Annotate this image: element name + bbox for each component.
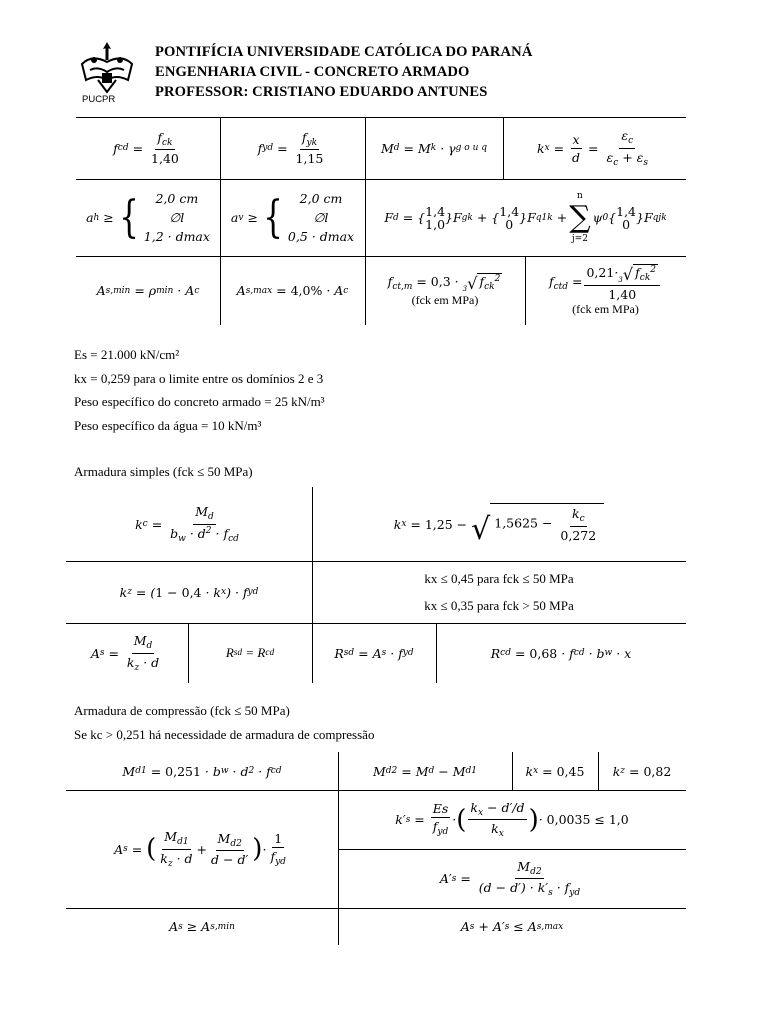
md1-formula: M d1 = 0,251 · b w · d 2 · f cd — [122, 763, 282, 779]
kx-limit-2: kx ≤ 0,35 para fck > 50 MPa — [424, 598, 574, 613]
asmin-formula: A s,min = ρ min · A c — [96, 283, 200, 298]
fcd-formula: f cd = $\frac{f_{ck}}{1,40}$ — [113, 129, 179, 167]
fyd-formula: f yd = $\frac{f_{yk}}{1,15}$ — [257, 129, 324, 167]
kz-formula: k z = ( 1 − 0,4 · k x ) · f yd — [119, 584, 259, 600]
header — [155, 42, 532, 102]
kx-limits — [312, 561, 686, 623]
header-line-2: ENGENHARIA CIVIL - CONCRETO ARMADO — [155, 64, 470, 80]
simple-section-title: Armadura simples (fck ≤ 50 MPa) — [74, 464, 253, 479]
as-prime-formula: A′ s = $\frac{M_{d2}}{(d - d') \cdot k'_s \cdot f_{yd}}$ — [439, 858, 581, 899]
kx-compression-value: k x = 0,45 — [525, 763, 585, 779]
fctm-formula: $f_{ct,m} = 0,3$ · 3 √ $f_{ck}^2$ (fck em MPa) — [387, 274, 501, 307]
kz-compression-value: k z = 0,82 — [612, 763, 672, 779]
constant-water-weight: Peso específico da água = 10 kN/m³ — [74, 417, 262, 433]
ah-formula: a h ≥ { 2,0 cm ∅l 1,2 · dmax — [86, 191, 210, 244]
md-formula: M d = M k · γ g o u q — [380, 140, 487, 156]
as-max-check: A s + A′ s ≤ A s,max — [460, 919, 564, 934]
fck-unit-note: (fck em MPa) — [411, 292, 479, 307]
rcd-formula: R cd = 0,68 · f cd · b w · x — [490, 645, 632, 661]
logo-caption: PUCPR — [82, 94, 116, 105]
kx-formula: k x = $\frac{x}{d}$ = $\frac{\varepsilon_c}{\varepsilon_c + \varepsilon_s}$ — [536, 128, 649, 168]
ks-formula: k′ s = $\frac{Es}{f_{yd}}$ · ( $\frac{k_x - d'/d}{k_x}$ ) · 0,0035 ≤ 1,0 — [395, 799, 629, 840]
constant-concrete-weight: Peso específico do concreto armado = 25 kN/m³ — [74, 394, 325, 409]
compression-section-title: Armadura de compressão (fck ≤ 50 MPa) — [74, 703, 290, 718]
fck-unit-note-2: (fck em MPa) — [572, 301, 639, 316]
compression-section — [74, 699, 374, 746]
compression-note: Se kc > 0,251 há necessidade de armadura de compressão — [74, 726, 375, 742]
kc-formula: k c = $\frac{M_d}{b_w \cdot d^2 \cdot f_{cd}}$ — [135, 504, 239, 544]
fd-formula: F d = { 1,4 1,0 }F gk + { 1,4 0 }F q1k + n ∑ j=2 ψ 0 { 1,4 0 }F qjk — [384, 190, 667, 244]
rsd-rcd-equality: R sd = R cd — [225, 645, 275, 660]
fctd-formula: $f_{ctd}$ = 0,21· 3 √ $f_{ck}^2$ 1,40 (fck em MPa) — [525, 256, 686, 325]
kx-simple-formula: k x = 1,25 − √ 1,5625 − $\frac{k_c}{0,272}$ — [312, 487, 686, 561]
as-compression-formula: A s = ( $\frac{M_{d1}}{k_z \cdot d}$ + $\frac{M_{d2}}{d - d'}$ ) · $\frac{1}{f_{yd}}$ — [114, 829, 286, 869]
av-formula: a v ≥ { 2,0 cm ∅l 0,5 · dmax — [230, 191, 355, 244]
kx-limit-1: kx ≤ 0,45 para fck ≤ 50 MPa — [424, 571, 574, 586]
constant-es: Es = 21.000 kN/cm² — [74, 347, 180, 362]
header-line-1: PONTIFÍCIA UNIVERSIDADE CATÓLICA DO PARANÁ — [155, 44, 533, 60]
asmax-formula: A s,max = 4,0% · A c — [236, 283, 349, 298]
header-line-3: PROFESSOR: CRISTIANO EDUARDO ANTUNES — [155, 84, 488, 100]
md2-formula: M d2 = M d − M d1 — [372, 763, 478, 779]
as-min-check: A s ≥ A s,min — [169, 919, 235, 934]
constants-list — [74, 343, 325, 437]
as-simple-formula: A s = $\frac{M_d}{k_z \cdot d}$ — [90, 633, 160, 673]
constant-kx-limit: kx = 0,259 para o limite entre os domínios 2 e 3 — [74, 370, 324, 386]
rsd-formula: R sd = A s · f yd — [334, 645, 414, 661]
